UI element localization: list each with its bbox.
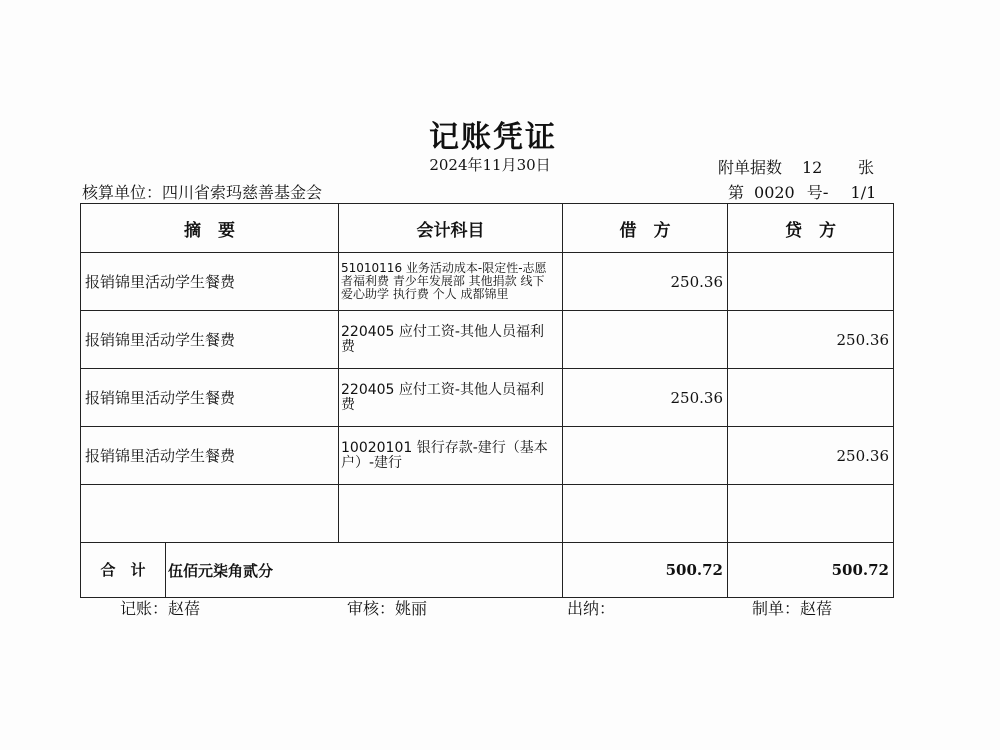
row-debit	[563, 427, 728, 485]
reviewer-name: 姚丽	[395, 599, 428, 618]
total-row	[81, 543, 894, 598]
table-header-row	[81, 204, 894, 253]
row-account: 220405 应付工资-其他人员福利费	[339, 311, 563, 369]
preparer-signature	[752, 596, 832, 619]
total-label: 合 计	[81, 543, 166, 597]
unit-name: 四川省索玛慈善基金会	[162, 183, 323, 202]
voucher-page: 1/1	[850, 183, 877, 202]
row-account: 51010116 业务活动成本-限定性-志愿者福利费 青少年发展部 其他捐款 线下爱心助学 执行费 个人 成都锦里	[339, 253, 563, 311]
row-summary: 报销锦里活动学生餐费	[81, 311, 339, 369]
col-credit-header: 贷 方	[728, 204, 894, 253]
attachment-count: 12	[802, 158, 823, 177]
total-in-words: 伍佰元柒角贰分	[168, 561, 274, 580]
col-debit-header: 借 方	[563, 204, 728, 253]
table-row	[81, 311, 894, 369]
row-debit: 250.36	[563, 253, 728, 311]
row-summary: 报销锦里活动学生餐费	[81, 427, 339, 485]
row-credit	[728, 253, 894, 311]
row-credit: 250.36	[728, 311, 894, 369]
row-account	[339, 485, 563, 543]
table-row	[81, 427, 894, 485]
total-debit: 500.72	[563, 543, 728, 598]
bookkeeper-label: 记账：	[120, 599, 169, 618]
row-summary	[81, 485, 339, 543]
reviewer-signature	[347, 596, 427, 619]
total-credit: 500.72	[728, 543, 894, 598]
voucher-title: 记账凭证	[429, 120, 557, 155]
bookkeeper-name: 赵蓓	[168, 599, 201, 618]
row-debit	[563, 311, 728, 369]
voucher-number-value: 0020	[754, 183, 795, 202]
row-credit: 250.36	[728, 427, 894, 485]
voucher-prefix: 第	[728, 183, 745, 202]
row-credit	[728, 485, 894, 543]
row-account: 10020101 银行存款-建行（基本户）-建行	[339, 427, 563, 485]
attachment-info	[718, 155, 874, 178]
table-row-empty	[81, 485, 894, 543]
attachment-unit: 张	[858, 158, 875, 177]
bookkeeper-signature	[120, 596, 200, 619]
attachment-label: 附单据数	[718, 158, 783, 177]
accounting-unit	[82, 180, 322, 203]
voucher-suffix: 号-	[806, 183, 829, 202]
reviewer-label: 审核：	[347, 599, 396, 618]
preparer-name: 赵蓓	[800, 599, 833, 618]
table-row	[81, 369, 894, 427]
preparer-label: 制单：	[752, 599, 801, 618]
col-account-header: 会计科目	[339, 204, 563, 253]
voucher-date: 2024年11月30日	[429, 156, 551, 174]
voucher-table	[80, 203, 894, 598]
row-summary: 报销锦里活动学生餐费	[81, 369, 339, 427]
col-summary-header: 摘 要	[81, 204, 339, 253]
row-debit: 250.36	[563, 369, 728, 427]
table-row	[81, 253, 894, 311]
unit-label: 核算单位：	[82, 183, 163, 202]
voucher-number	[728, 180, 876, 203]
cashier-label: 出纳：	[567, 599, 616, 618]
total-words-cell	[81, 543, 563, 598]
cashier-signature	[567, 596, 615, 619]
row-debit	[563, 485, 728, 543]
row-account: 220405 应付工资-其他人员福利费	[339, 369, 563, 427]
row-summary: 报销锦里活动学生餐费	[81, 253, 339, 311]
row-credit	[728, 369, 894, 427]
